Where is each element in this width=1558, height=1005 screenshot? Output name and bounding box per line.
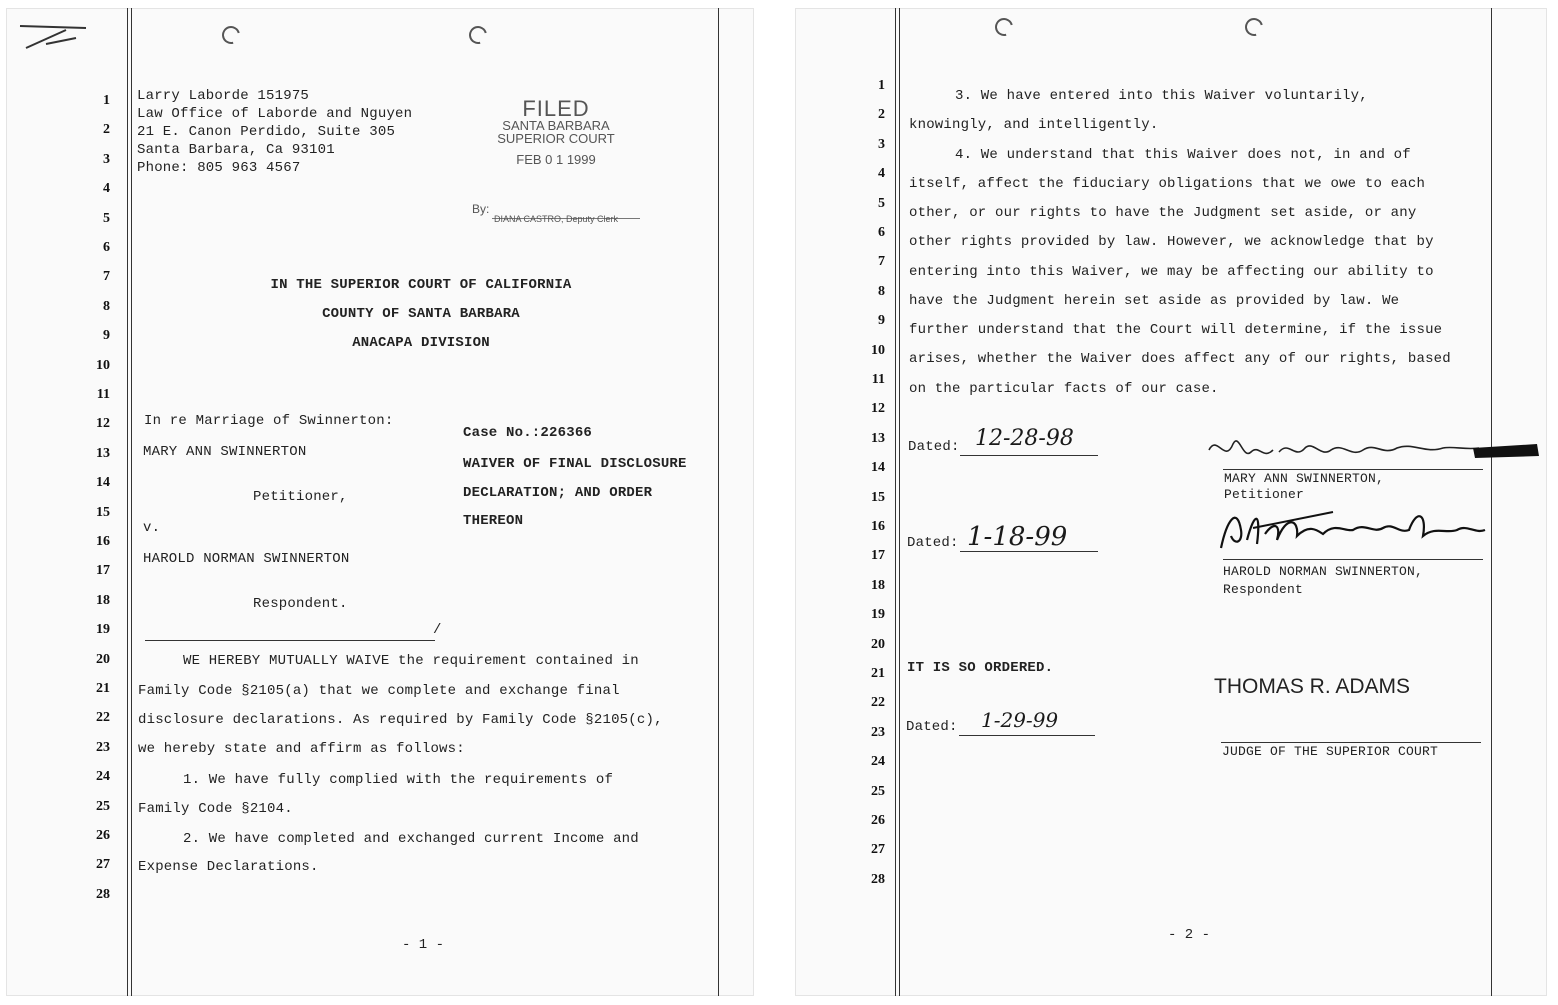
attorney-name: Larry Laborde 151975 xyxy=(137,88,310,104)
line-number: 8 xyxy=(103,298,110,314)
body-line-8: have the Judgment herein set aside as provided by law. We xyxy=(909,293,1400,309)
dated-label-petitioner: Dated: xyxy=(908,439,960,455)
line-number: 13 xyxy=(96,445,110,461)
dated-label-respondent: Dated: xyxy=(907,535,959,551)
caption-respondent-label: Respondent. xyxy=(253,596,348,612)
line-number: 28 xyxy=(871,871,885,887)
line-number: 2 xyxy=(878,107,885,123)
line-number: 3 xyxy=(103,151,110,167)
caption-slash: / xyxy=(433,622,442,638)
judge-name-stamp: THOMAS R. ADAMS xyxy=(1214,675,1411,698)
body-line-4: itself, affect the fiduciary obligations that we owe to each xyxy=(909,176,1426,192)
line-number: 15 xyxy=(96,504,110,520)
line-number: 16 xyxy=(871,519,885,534)
handwritten-date-order: 1-29-99 xyxy=(981,708,1059,732)
date-line-petitioner xyxy=(960,455,1098,456)
respondent-signature-role: Respondent xyxy=(1223,582,1304,597)
body-line-21: Family Code §2105(a) that we complete and exchange final xyxy=(138,683,620,699)
stamp-court: SUPERIOR COURT xyxy=(497,131,615,146)
body-line-5: other, or our rights to have the Judgment set aside, or any xyxy=(909,205,1417,221)
line-number: 2 xyxy=(103,122,110,138)
line-number: 6 xyxy=(103,240,110,255)
line-number: 24 xyxy=(96,769,110,785)
caption-in-re: In re Marriage of Swinnerton: xyxy=(144,413,394,429)
margin-rule xyxy=(895,8,896,996)
line-number: 9 xyxy=(878,313,885,329)
line-number: 22 xyxy=(871,695,885,711)
line-number: 11 xyxy=(96,387,110,402)
line-number: 7 xyxy=(878,254,885,270)
signature-line-petitioner xyxy=(1223,469,1483,470)
case-number: Case No.:226366 xyxy=(463,425,593,441)
handwritten-date-respondent: 1-18-99 xyxy=(967,522,1068,552)
line-number: 25 xyxy=(871,783,885,799)
stamp-filed: FILED xyxy=(522,96,590,121)
margin-rule xyxy=(131,8,132,996)
margin-rule xyxy=(899,8,900,996)
pen-scribble-mark xyxy=(16,14,96,54)
body-line-23: we hereby state and affirm as follows: xyxy=(138,741,465,757)
line-number: 11 xyxy=(871,372,885,387)
page-footer-number: - 2 - xyxy=(1168,927,1211,943)
line-number: 3 xyxy=(878,136,885,152)
document-page-1 xyxy=(6,8,754,996)
line-number: 19 xyxy=(871,607,885,623)
line-number: 8 xyxy=(878,283,885,299)
filed-stamp xyxy=(476,96,636,167)
court-heading-line3: ANACAPA DIVISION xyxy=(352,335,490,351)
line-number: 10 xyxy=(871,342,885,358)
body-line-22: disclosure declarations. As required by Family Code §2105(c), xyxy=(138,712,663,728)
case-title-line3: THEREON xyxy=(463,513,524,529)
handwritten-date-petitioner: 12-28-98 xyxy=(975,426,1074,451)
respondent-signature-name: HAROLD NORMAN SWINNERTON, xyxy=(1223,564,1424,579)
body-line-2: knowingly, and intelligently. xyxy=(909,117,1159,133)
body-line-25: Family Code §2104. xyxy=(138,801,293,817)
caption-respondent-name: HAROLD NORMAN SWINNERTON xyxy=(143,551,350,567)
caption-petitioner-label: Petitioner, xyxy=(253,489,348,505)
date-line-order xyxy=(959,735,1095,736)
line-number: 23 xyxy=(96,739,110,755)
order-statement: IT IS SO ORDERED. xyxy=(907,660,1054,676)
line-number: 13 xyxy=(871,430,885,446)
caption-versus: v. xyxy=(143,520,161,536)
body-line-7: entering into this Waiver, we may be affecting our ability to xyxy=(909,264,1434,280)
punch-hole-mark xyxy=(466,23,491,48)
body-line-10: arises, whether the Waiver does affect any of our rights, based xyxy=(909,351,1451,367)
line-number: 18 xyxy=(96,592,110,608)
line-number: 27 xyxy=(96,857,110,873)
line-number: 14 xyxy=(96,475,110,491)
line-number: 18 xyxy=(871,577,885,593)
line-number: 26 xyxy=(96,828,110,843)
case-title-line1: WAIVER OF FINAL DISCLOSURE xyxy=(463,456,687,472)
court-heading-line1: IN THE SUPERIOR COURT OF CALIFORNIA xyxy=(270,277,572,293)
line-number: 27 xyxy=(871,842,885,858)
court-heading-line2: COUNTY OF SANTA BARBARA xyxy=(322,306,520,322)
petitioner-signature xyxy=(1203,430,1541,470)
body-line-6: other rights provided by law. However, we acknowledge that by xyxy=(909,234,1434,250)
line-number: 20 xyxy=(871,636,885,652)
body-line-9: further understand that the Court will determine, if the issue xyxy=(909,322,1443,338)
line-number: 23 xyxy=(871,724,885,740)
line-number: 14 xyxy=(871,460,885,476)
line-number: 17 xyxy=(871,548,885,564)
punch-hole-mark xyxy=(1242,15,1267,40)
body-line-3: 4. We understand that this Waiver does not, in and of xyxy=(955,147,1411,163)
signature-line-respondent xyxy=(1223,559,1483,560)
line-number: 20 xyxy=(96,651,110,667)
line-number: 17 xyxy=(96,563,110,579)
line-number: 5 xyxy=(103,210,110,226)
line-number: 21 xyxy=(871,666,885,681)
page-footer-number: - 1 - xyxy=(402,937,445,953)
line-number: 5 xyxy=(878,195,885,211)
body-line-27: Expense Declarations. xyxy=(138,859,319,875)
stamp-clerk: DIANA CASTRO, Deputy Clerk xyxy=(494,214,619,224)
line-number: 16 xyxy=(96,534,110,549)
stamp-by: By: xyxy=(472,202,490,216)
line-number: 6 xyxy=(878,225,885,240)
attorney-address-line1: 21 E. Canon Perdido, Suite 305 xyxy=(137,124,396,140)
petitioner-signature-name: MARY ANN SWINNERTON, xyxy=(1224,471,1385,486)
caption-underline xyxy=(145,640,435,641)
attorney-firm: Law Office of Laborde and Nguyen xyxy=(137,106,413,122)
line-number: 19 xyxy=(96,622,110,638)
punch-hole-mark xyxy=(219,23,244,48)
dated-label-order: Dated: xyxy=(906,719,958,735)
line-number: 9 xyxy=(103,328,110,344)
line-number: 1 xyxy=(103,93,110,108)
line-number: 10 xyxy=(96,357,110,373)
punch-hole-mark xyxy=(992,15,1017,40)
line-number: 12 xyxy=(96,416,110,432)
line-number: 21 xyxy=(96,681,110,696)
line-number: 15 xyxy=(871,489,885,505)
attorney-address-line2: Santa Barbara, Ca 93101 xyxy=(137,142,335,158)
line-number: 26 xyxy=(871,813,885,828)
stamp-county: SANTA BARBARA xyxy=(502,118,610,133)
line-number: 4 xyxy=(103,181,110,197)
line-number: 25 xyxy=(96,798,110,814)
case-title-line2: DECLARATION; AND ORDER xyxy=(463,485,653,501)
right-margin-rule xyxy=(718,8,719,996)
line-number: 1 xyxy=(878,78,885,93)
line-number: 4 xyxy=(878,166,885,182)
margin-rule xyxy=(127,8,128,996)
stamp-date: FEB 0 1 1999 xyxy=(516,152,596,167)
body-line-24: 1. We have fully complied with the requirements of xyxy=(183,772,614,788)
body-line-11: on the particular facts of our case. xyxy=(909,381,1219,397)
body-line-1: 3. We have entered into this Waiver voluntarily, xyxy=(955,88,1368,104)
attorney-phone: Phone: 805 963 4567 xyxy=(137,160,301,176)
line-number: 24 xyxy=(871,754,885,770)
line-number: 22 xyxy=(96,710,110,726)
judge-title: JUDGE OF THE SUPERIOR COURT xyxy=(1222,744,1439,759)
petitioner-signature-role: Petitioner xyxy=(1224,487,1305,502)
line-number: 28 xyxy=(96,886,110,902)
line-number: 12 xyxy=(871,401,885,417)
signature-line-judge xyxy=(1221,742,1481,743)
caption-petitioner-name: MARY ANN SWINNERTON xyxy=(143,444,307,460)
line-number: 7 xyxy=(103,269,110,285)
respondent-signature xyxy=(1213,500,1513,558)
body-line-26: 2. We have completed and exchanged current Income and xyxy=(183,831,639,847)
body-line-20: WE HEREBY MUTUALLY WAIVE the requirement contained in xyxy=(183,653,639,669)
document-page-2 xyxy=(795,8,1547,996)
